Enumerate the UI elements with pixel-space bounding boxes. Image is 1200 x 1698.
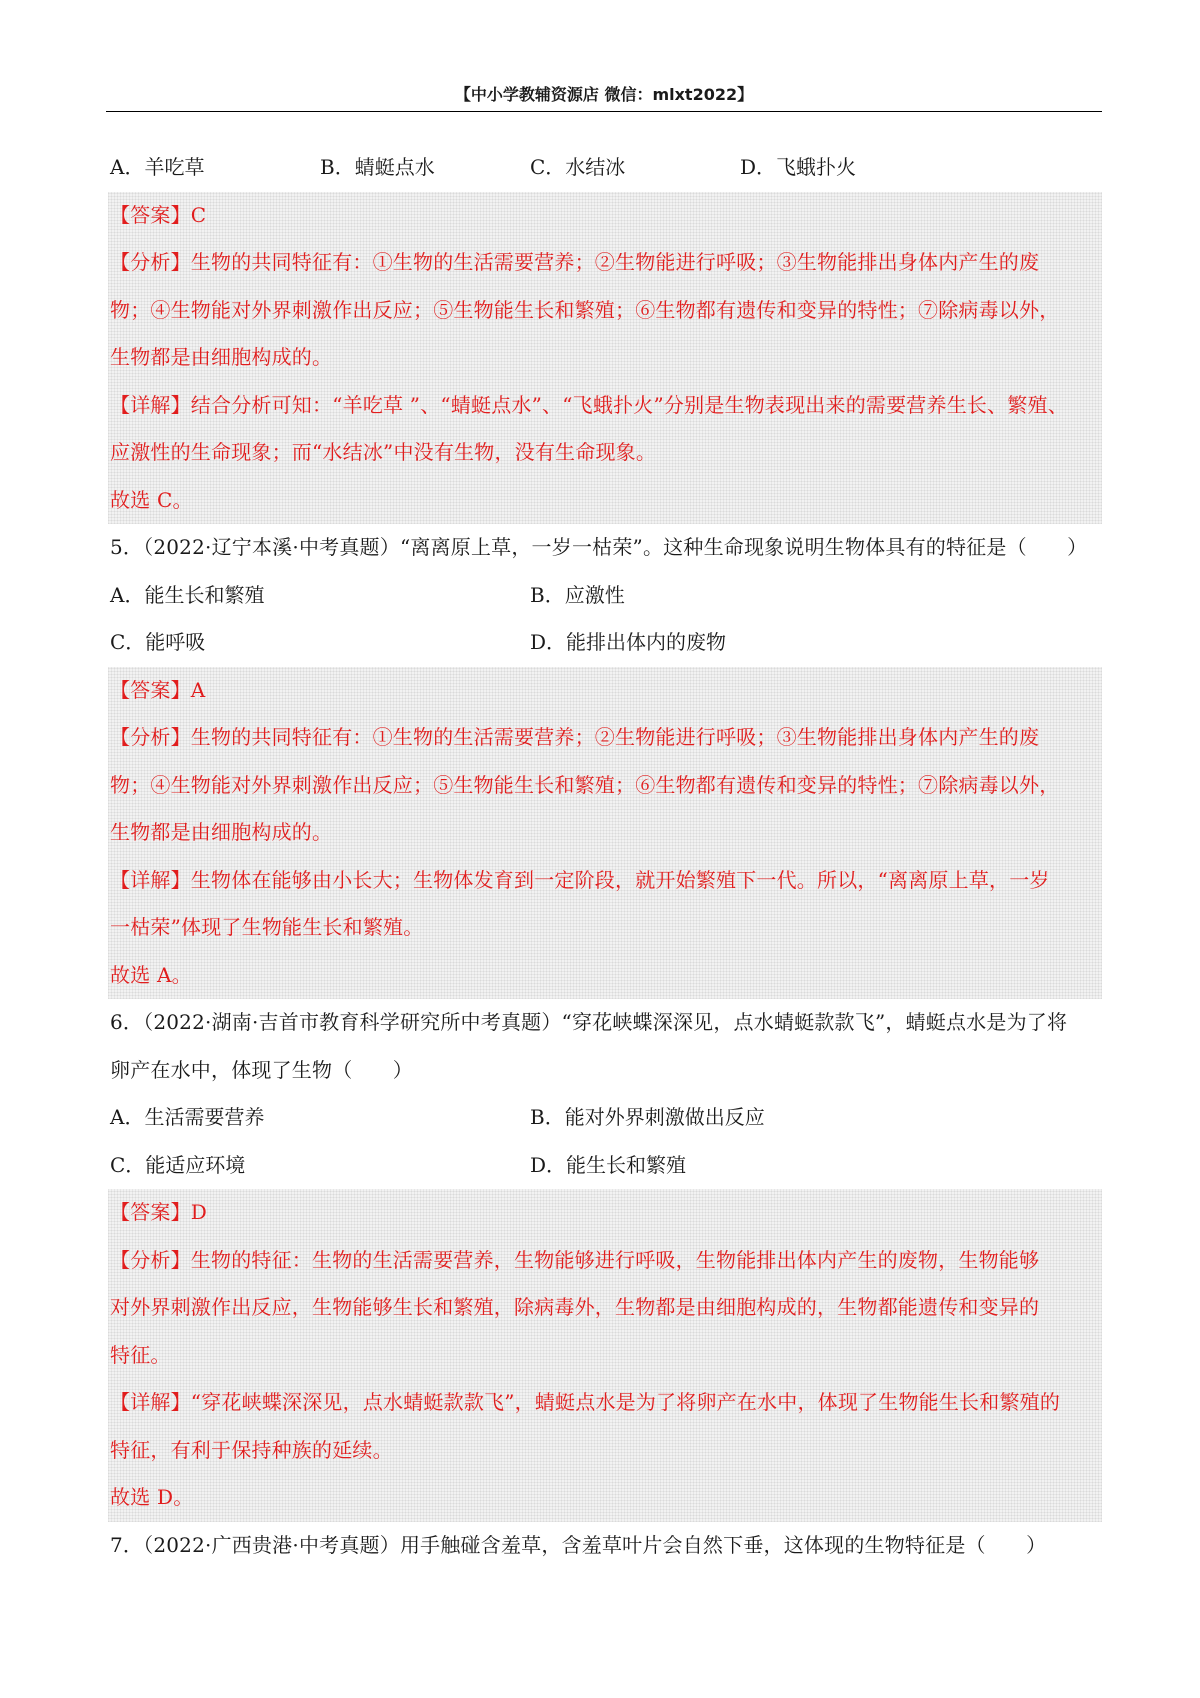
q4-option-b: B．蜻蜓点水 (320, 155, 435, 179)
q4-detail-line-2: 应激性的生命现象；而“水结冰”中没有生物，没有生命现象。 (110, 440, 657, 464)
q5-detail-line-2: 一枯荣”体现了生物能生长和繁殖。 (110, 915, 424, 939)
q6-option-c: C．能适应环境 (110, 1152, 246, 1177)
q5-answer-box (108, 667, 1102, 1000)
q6-answer: 【答案】D (110, 1200, 208, 1224)
q5-analysis-line-3: 生物都是由细胞构成的。 (110, 820, 333, 844)
question-6 (110, 999, 1100, 1094)
q4-analysis-line-3: 生物都是由细胞构成的。 (110, 345, 333, 369)
q5-stem: 5．（2022·辽宁本溪·中考真题）“离离原上草，一岁一枯荣”。这种生命现象说明生物体具有的特征是（ ） (110, 535, 1088, 559)
q5-analysis-line-2: 物；④生物能对外界刺激作出反应；⑤生物能生长和繁殖；⑥生物都有遗传和变异的特性；⑦除病毒以外， (110, 772, 1060, 797)
q5-option-b: B．应激性 (530, 582, 625, 607)
q4-answer: 【答案】C (110, 202, 207, 227)
q5-option-a: A．能生长和繁殖 (110, 582, 265, 607)
question-5 (110, 524, 1100, 572)
q6-option-a: A．生活需要营养 (110, 1105, 265, 1129)
q5-answer: 【答案】A (110, 677, 206, 702)
q6-option-b: B．能对外界刺激做出反应 (530, 1105, 765, 1129)
q4-conclusion: 故选 C。 (110, 487, 193, 512)
q5-conclusion: 故选 A。 (110, 962, 192, 987)
page-header: 【中小学教辅资源店 微信：mlxt2022】 (454, 85, 754, 104)
q6-stem-line-1: 6．（2022·湖南·吉首市教育科学研究所中考真题）“穿花峡蝶深深见，点水蜻蜓款款飞”，蜻蜓点水是为了将 (110, 1010, 1068, 1034)
q4-options (110, 144, 1100, 192)
q6-detail-line-1: 【详解】“穿花峡蝶深深见，点水蜻蜓款款飞”，蜻蜓点水是为了将卵产在水中，体现了生物能生长和繁殖的 (110, 1390, 1061, 1414)
q6-options-row-2 (110, 1142, 1100, 1190)
q6-analysis-line-2: 对外界刺激作出反应，生物能够生长和繁殖，除病毒外，生物都是由细胞构成的，生物都能遗传和变异的 (110, 1295, 1040, 1319)
q5-option-c: C．能呼吸 (110, 630, 206, 654)
q4-answer-box (108, 192, 1102, 525)
q4-option-c: C．水结冰 (530, 155, 626, 179)
q6-analysis-line-1: 【分析】生物的特征：生物的生活需要营养，生物能够进行呼吸，生物能排出体内产生的废物，生物能够 (110, 1247, 1040, 1272)
q5-detail-line-1: 【详解】生物体在能够由小长大；生物体发育到一定阶段，就开始繁殖下一代。所以，“离离原上草，一岁 (110, 867, 1050, 892)
document-body (110, 144, 1100, 1569)
q5-analysis-line-1: 【分析】生物的共同特征有：①生物的生活需要营养；②生物能进行呼吸；③生物能排出身体内产生的废 (110, 725, 1040, 749)
question-7 (110, 1522, 1100, 1570)
q6-detail-line-2: 特征，有利于保持种族的延续。 (110, 1437, 393, 1462)
q4-analysis-line-1: 【分析】生物的共同特征有：①生物的生活需要营养；②生物能进行呼吸；③生物能排出身体内产生的废 (110, 250, 1040, 274)
q6-answer-box (108, 1189, 1102, 1522)
q4-analysis-line-2: 物；④生物能对外界刺激作出反应；⑤生物能生长和繁殖；⑥生物都有遗传和变异的特性；⑦除病毒以外， (110, 297, 1060, 322)
q7-stem: 7．（2022·广西贵港·中考真题）用手触碰含羞草，含羞草叶片会自然下垂，这体现的生物特征是（ ） (110, 1532, 1047, 1557)
q4-detail-line-1: 【详解】结合分析可知：“羊吃草 ”、“蜻蜓点水”、“飞蛾扑火”分别是生物表现出来的需要营养生长、繁殖、 (110, 392, 1068, 417)
q4-option-a: A．羊吃草 (110, 155, 205, 179)
q5-options-row-2 (110, 619, 1100, 667)
q6-conclusion: 故选 D。 (110, 1485, 194, 1509)
q6-stem-line-2: 卵产在水中，体现了生物（ ） (110, 1057, 413, 1082)
q6-options-row-1 (110, 1094, 1100, 1142)
header-divider (106, 111, 1102, 112)
q6-analysis-line-3: 特征。 (110, 1342, 171, 1367)
q5-option-d: D．能排出体内的废物 (530, 630, 727, 654)
q5-options-row-1 (110, 572, 1100, 620)
q4-option-d: D．飞蛾扑火 (740, 155, 857, 179)
q6-option-d: D．能生长和繁殖 (530, 1152, 687, 1177)
